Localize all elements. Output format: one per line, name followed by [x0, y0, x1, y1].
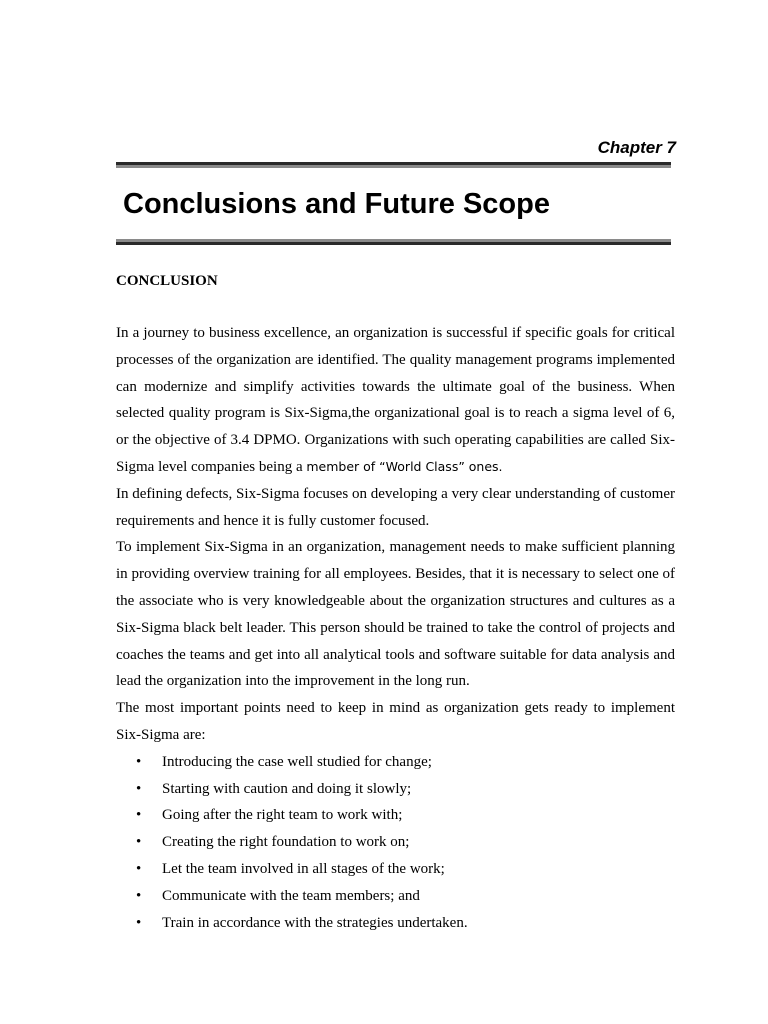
- bullet-item: • Starting with caution and doing it slowly;: [116, 776, 675, 803]
- paragraph-4: The most important points need to keep in mind as organization gets ready to implement Six-Sigma are:: [116, 700, 675, 743]
- paragraph-1-tail: member of “World Class” ones.: [306, 458, 503, 474]
- bullet-item: • Let the team involved in all stages of the work;: [116, 856, 675, 883]
- header-rule-top: [116, 162, 671, 168]
- header-rule-bottom: [116, 239, 671, 245]
- section-heading: CONCLUSION: [116, 273, 218, 289]
- body-text: [116, 320, 675, 936]
- paragraph-1: [116, 320, 675, 481]
- paragraph-2: In defining defects, Six-Sigma focuses on developing a very clear understanding of customer requirements and hence it is fully customer focused.: [116, 485, 675, 529]
- bullet-item: • Going after the right team to work with;: [116, 802, 675, 829]
- chapter-number: Chapter 7: [597, 138, 676, 157]
- paragraph-3: To implement Six-Sigma in an organization, management needs to make sufficient planning in providing overview training for all employees. Besides, that it is necessary to select one of the associate who is very knowledgeable about the organization structures and cultures as a Six-Sigma black belt leader. This person should be trained to take the control of projects and coaches the teams and get into all analytical tools and software suitable for data analysis and lead the organization into the improvement in the long run.: [116, 539, 675, 690]
- bullet-item: • Introducing the case well studied for change;: [116, 749, 675, 776]
- bullet-item: • Communicate with the team members; and: [116, 883, 675, 910]
- bullet-list: [116, 749, 675, 937]
- bullet-item: • Creating the right foundation to work on;: [116, 829, 675, 856]
- bullet-item: • Train in accordance with the strategies undertaken.: [116, 910, 675, 937]
- chapter-title: Conclusions and Future Scope: [123, 188, 550, 220]
- paragraph-1-main: In a journey to business excellence, an organization is successful if specific goals for critical processes of the organization are identified. The quality management programs implemented can modernize and simplify activities towards the ultimate goal of the business. When selected quality program is Six-Sigma,the organizational goal is to reach a sigma level of 6, or the objective of 3.4 DPMO. Organizations with such operating capabilities are called Six-Sigma level companies being a: [116, 325, 675, 475]
